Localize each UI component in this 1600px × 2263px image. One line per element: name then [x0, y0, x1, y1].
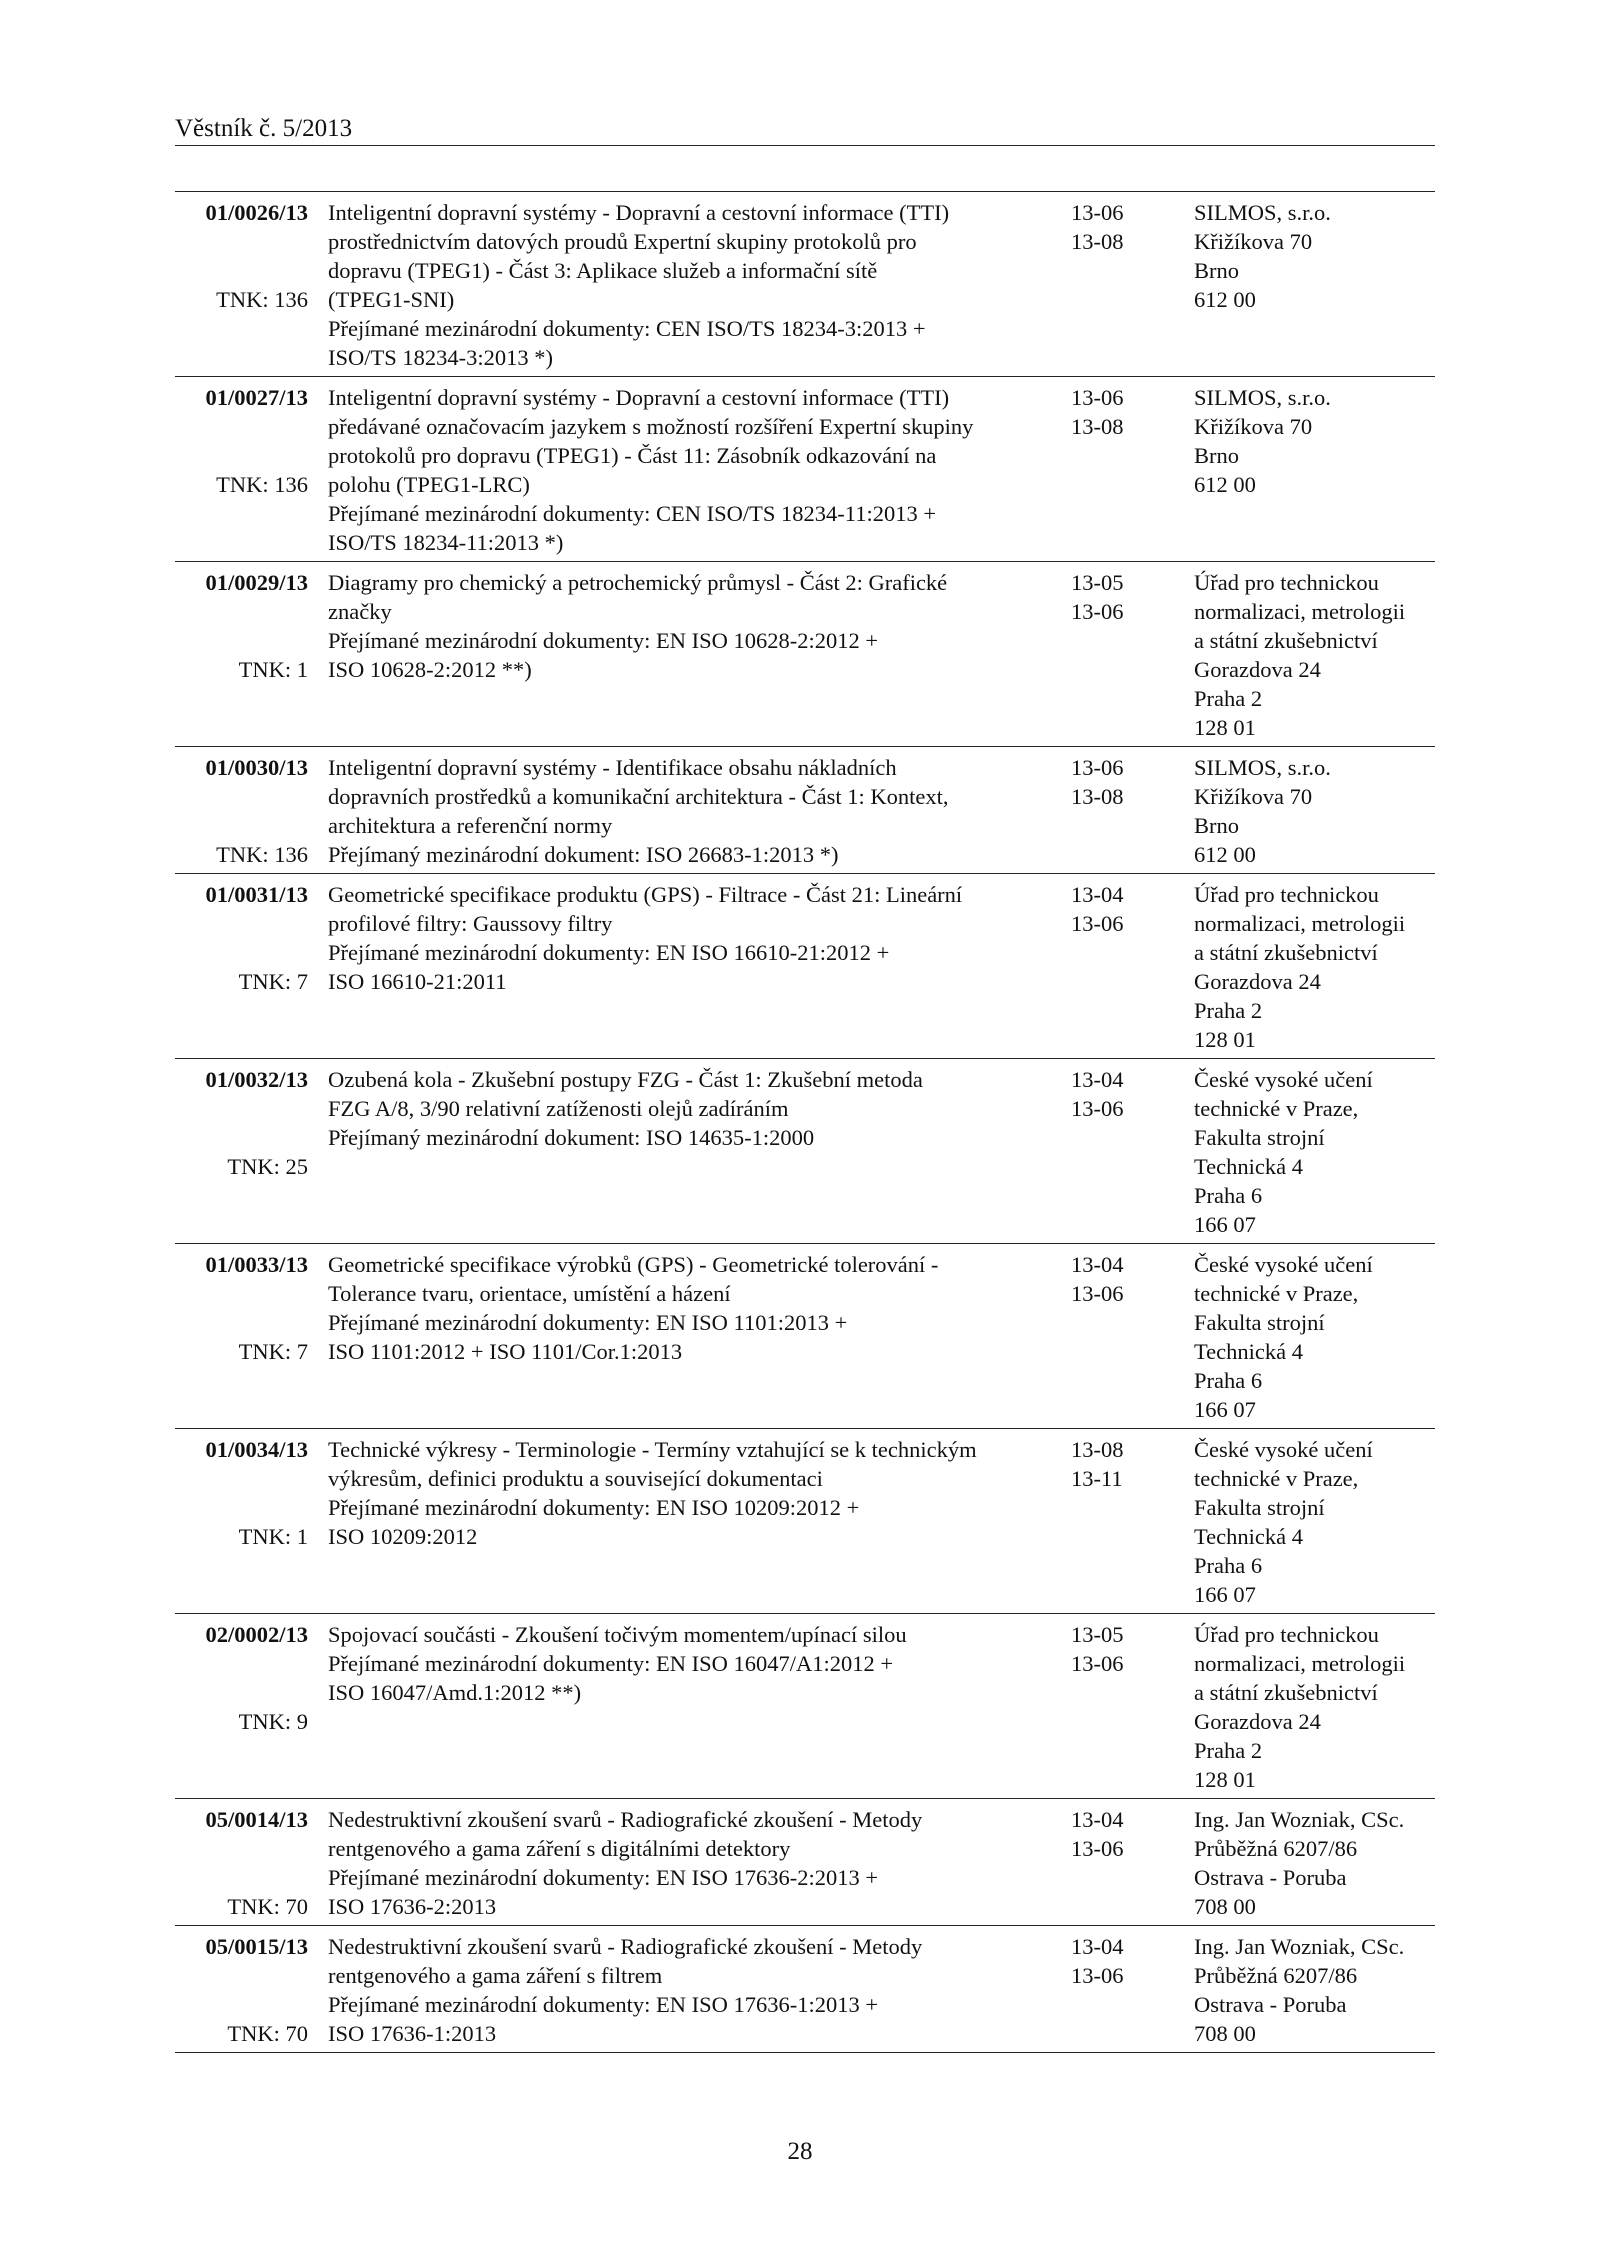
table-row	[175, 1244, 1435, 1429]
entry-title-line: ISO 16610-21:2011	[328, 969, 507, 994]
entry-date-code: 13-08	[1071, 784, 1124, 809]
entry-processor-line: technické v Praze,	[1194, 1096, 1359, 1121]
entry-processor-cell	[1194, 1799, 1435, 1926]
entry-processor-line: Praha 6	[1194, 1368, 1263, 1393]
entry-number: 02/0002/13	[205, 1622, 308, 1647]
entry-processor-line: Brno	[1194, 258, 1239, 283]
entry-number: 01/0030/13	[205, 755, 308, 780]
entry-processor-line: 612 00	[1194, 472, 1256, 497]
entry-processor-line: Úřad pro technickou	[1194, 1622, 1379, 1647]
entry-processor-line: Průběžná 6207/86	[1194, 1836, 1358, 1861]
entry-codes-cell	[1056, 1614, 1194, 1799]
entry-codes-cell	[1056, 377, 1194, 562]
entry-processor-line: České vysoké učení	[1194, 1252, 1373, 1277]
entry-processor-line: technické v Praze,	[1194, 1281, 1359, 1306]
table-row	[175, 874, 1435, 1059]
entry-title-line: Přejímané mezinárodní dokumenty: EN ISO 10628-2:2012 +	[328, 628, 879, 653]
entry-date-code: 13-05	[1071, 570, 1124, 595]
entry-title-line: ISO 10209:2012	[328, 1524, 478, 1549]
entry-processor-line: 166 07	[1194, 1582, 1256, 1607]
entry-processor-line: 128 01	[1194, 1767, 1256, 1792]
entry-processor-cell	[1194, 747, 1435, 874]
standards-table	[175, 191, 1435, 2053]
entry-title-line: ISO 1101:2012 + ISO 1101/Cor.1:2013	[328, 1339, 683, 1364]
entry-processor-line: Brno	[1194, 813, 1239, 838]
entry-id-cell	[175, 1614, 328, 1799]
entry-id-cell	[175, 377, 328, 562]
entry-date-code: 13-06	[1071, 385, 1124, 410]
entry-tnk: TNK: 136	[216, 472, 308, 497]
entry-processor-line: 708 00	[1194, 1894, 1256, 1919]
table-row	[175, 747, 1435, 874]
entry-processor-line: Praha 6	[1194, 1183, 1263, 1208]
entry-title-line: FZG A/8, 3/90 relativní zatíženosti olejů zadíráním	[328, 1096, 789, 1121]
entry-codes-cell	[1056, 192, 1194, 377]
entry-processor-line: Fakulta strojní	[1194, 1125, 1325, 1150]
entry-tnk: TNK: 7	[238, 1339, 308, 1364]
entry-title-line: Přejímané mezinárodní dokumenty: EN ISO 10209:2012 +	[328, 1495, 860, 1520]
entry-processor-line: a státní zkušebnictví	[1194, 628, 1378, 653]
entry-date-code: 13-06	[1071, 1651, 1124, 1676]
entry-processor-line: Fakulta strojní	[1194, 1495, 1325, 1520]
entry-date-code: 13-04	[1071, 1807, 1124, 1832]
entry-processor-line: technické v Praze,	[1194, 1466, 1359, 1491]
table-row	[175, 1926, 1435, 2053]
entry-title-line: prostřednictvím datových proudů Expertní skupiny protokolů pro	[328, 229, 917, 254]
entry-tnk: TNK: 136	[216, 287, 308, 312]
entry-title-line: polohu (TPEG1-LRC)	[328, 472, 530, 497]
entry-processor-line: Technická 4	[1194, 1524, 1303, 1549]
entry-processor-line: České vysoké učení	[1194, 1067, 1373, 1092]
entry-title-line: Diagramy pro chemický a petrochemický průmysl - Část 2: Grafické	[328, 570, 948, 595]
entry-title-cell	[328, 192, 1056, 377]
entry-title-line: Přejímané mezinárodní dokumenty: EN ISO 17636-1:2013 +	[328, 1992, 879, 2017]
entry-title-line: Spojovací součásti - Zkoušení točivým momentem/upínací silou	[328, 1622, 907, 1647]
entry-tnk: TNK: 1	[238, 1524, 308, 1549]
entry-processor-cell	[1194, 1244, 1435, 1429]
entry-title-line: rentgenového a gama záření s digitálními detektory	[328, 1836, 791, 1861]
entry-processor-line: Ing. Jan Wozniak, CSc.	[1194, 1934, 1405, 1959]
entry-title-line: Inteligentní dopravní systémy - Dopravní a cestovní informace (TTI)	[328, 385, 950, 410]
entry-title-line: Nedestruktivní zkoušení svarů - Radiografické zkoušení - Metody	[328, 1807, 923, 1832]
entry-number: 01/0026/13	[205, 200, 308, 225]
entry-date-code: 13-04	[1071, 1934, 1124, 1959]
entry-title-line: profilové filtry: Gaussovy filtry	[328, 911, 613, 936]
entry-codes-cell	[1056, 1429, 1194, 1614]
entry-processor-cell	[1194, 562, 1435, 747]
entry-codes-cell	[1056, 1799, 1194, 1926]
entry-title-cell	[328, 377, 1056, 562]
entry-title-cell	[328, 1429, 1056, 1614]
entry-number: 05/0014/13	[205, 1807, 308, 1832]
entry-processor-line: Úřad pro technickou	[1194, 882, 1379, 907]
entry-title-line: ISO 17636-1:2013	[328, 2021, 497, 2046]
entry-title-line: ISO 17636-2:2013	[328, 1894, 497, 1919]
entry-title-line: Nedestruktivní zkoušení svarů - Radiografické zkoušení - Metody	[328, 1934, 923, 1959]
entry-date-code: 13-04	[1071, 1067, 1124, 1092]
entry-processor-cell	[1194, 1429, 1435, 1614]
entry-processor-line: SILMOS, s.r.o.	[1194, 755, 1331, 780]
entry-processor-cell	[1194, 1614, 1435, 1799]
entry-title-line: rentgenového a gama záření s filtrem	[328, 1963, 663, 1988]
entry-title-cell	[328, 747, 1056, 874]
entry-codes-cell	[1056, 562, 1194, 747]
entry-id-cell	[175, 747, 328, 874]
entry-tnk: TNK: 70	[227, 2021, 308, 2046]
entry-processor-cell	[1194, 874, 1435, 1059]
entry-title-line: Technické výkresy - Terminologie - Termíny vztahující se k technickým	[328, 1437, 977, 1462]
entry-title-line: Tolerance tvaru, orientace, umístění a házení	[328, 1281, 731, 1306]
entry-processor-cell	[1194, 377, 1435, 562]
entry-tnk: TNK: 70	[227, 1894, 308, 1919]
entry-tnk: TNK: 25	[227, 1154, 308, 1179]
entry-codes-cell	[1056, 1244, 1194, 1429]
entry-processor-line: normalizaci, metrologii	[1194, 1651, 1406, 1676]
entry-processor-line: 166 07	[1194, 1212, 1256, 1237]
entry-title-line: Ozubená kola - Zkušební postupy FZG - Část 1: Zkušební metoda	[328, 1067, 923, 1092]
table-row	[175, 1429, 1435, 1614]
entry-id-cell	[175, 562, 328, 747]
entry-title-line: Přejímané mezinárodní dokumenty: EN ISO 16047/A1:2012 +	[328, 1651, 894, 1676]
entry-processor-line: Praha 6	[1194, 1553, 1263, 1578]
entry-processor-line: a státní zkušebnictví	[1194, 1680, 1378, 1705]
entry-date-code: 13-04	[1071, 1252, 1124, 1277]
entry-title-line: Přejímané mezinárodní dokumenty: EN ISO 16610-21:2012 +	[328, 940, 890, 965]
entry-processor-line: Technická 4	[1194, 1154, 1303, 1179]
entry-title-cell	[328, 1799, 1056, 1926]
entry-processor-line: 128 01	[1194, 715, 1256, 740]
entry-date-code: 13-08	[1071, 414, 1124, 439]
entry-processor-cell	[1194, 1059, 1435, 1244]
entry-title-line: Inteligentní dopravní systémy - Identifikace obsahu nákladních	[328, 755, 897, 780]
entry-id-cell	[175, 874, 328, 1059]
table-row	[175, 377, 1435, 562]
table-row	[175, 562, 1435, 747]
entry-processor-line: Gorazdova 24	[1194, 969, 1321, 994]
entry-processor-line: Praha 2	[1194, 1738, 1263, 1763]
entry-date-code: 13-06	[1071, 1963, 1124, 1988]
entry-id-cell	[175, 1244, 328, 1429]
entry-title-cell	[328, 1244, 1056, 1429]
entry-processor-line: Gorazdova 24	[1194, 1709, 1321, 1734]
entry-title-line: Geometrické specifikace produktu (GPS) - Filtrace - Část 21: Lineární	[328, 882, 963, 907]
entry-title-cell	[328, 874, 1056, 1059]
entry-number: 05/0015/13	[205, 1934, 308, 1959]
entry-processor-line: Ing. Jan Wozniak, CSc.	[1194, 1807, 1405, 1832]
entry-id-cell	[175, 192, 328, 377]
entry-tnk: TNK: 136	[216, 842, 308, 867]
table-row	[175, 1059, 1435, 1244]
entry-number: 01/0029/13	[205, 570, 308, 595]
entry-processor-line: 612 00	[1194, 287, 1256, 312]
entry-processor-line: a státní zkušebnictví	[1194, 940, 1378, 965]
entry-title-line: Geometrické specifikace výrobků (GPS) - Geometrické tolerování -	[328, 1252, 939, 1277]
journal-title: Věstník č. 5/2013	[175, 115, 353, 142]
entry-processor-line: České vysoké učení	[1194, 1437, 1373, 1462]
table-row	[175, 192, 1435, 377]
entry-processor-line: 708 00	[1194, 2021, 1256, 2046]
entry-title-line: Přejímaný mezinárodní dokument: ISO 14635-1:2000	[328, 1125, 815, 1150]
entry-processor-line: Ostrava - Poruba	[1194, 1992, 1347, 2017]
entry-title-line: Přejímané mezinárodní dokumenty: CEN ISO/TS 18234-11:2013 +	[328, 501, 937, 526]
entry-title-cell	[328, 1926, 1056, 2053]
entry-number: 01/0032/13	[205, 1067, 308, 1092]
entry-title-line: ISO 10628-2:2012 **)	[328, 657, 532, 682]
entry-processor-line: Ostrava - Poruba	[1194, 1865, 1347, 1890]
table-row	[175, 1799, 1435, 1926]
entry-processor-line: 128 01	[1194, 1027, 1256, 1052]
entry-id-cell	[175, 1926, 328, 2053]
entry-title-line: Přejímané mezinárodní dokumenty: CEN ISO/TS 18234-3:2013 +	[328, 316, 926, 341]
entry-processor-line: 612 00	[1194, 842, 1256, 867]
entry-title-line: dopravních prostředků a komunikační architektura - Část 1: Kontext,	[328, 784, 949, 809]
entry-date-code: 13-06	[1071, 200, 1124, 225]
entry-title-line: protokolů pro dopravu (TPEG1) - Část 11: Zásobník odkazování na	[328, 443, 937, 468]
entry-date-code: 13-06	[1071, 1836, 1124, 1861]
entry-processor-line: Praha 2	[1194, 998, 1263, 1023]
entry-processor-line: Průběžná 6207/86	[1194, 1963, 1358, 1988]
entry-title-line: ISO/TS 18234-3:2013 *)	[328, 345, 553, 370]
page-number: 28	[787, 2138, 813, 2165]
entry-tnk: TNK: 7	[238, 969, 308, 994]
entry-date-code: 13-08	[1071, 1437, 1124, 1462]
entry-date-code: 13-06	[1071, 911, 1124, 936]
entry-date-code: 13-06	[1071, 1281, 1124, 1306]
entry-id-cell	[175, 1429, 328, 1614]
entry-date-code: 13-04	[1071, 882, 1124, 907]
entry-title-cell	[328, 1059, 1056, 1244]
entry-number: 01/0033/13	[205, 1252, 308, 1277]
entry-id-cell	[175, 1059, 328, 1244]
entry-processor-line: normalizaci, metrologii	[1194, 599, 1406, 624]
entry-number: 01/0034/13	[205, 1437, 308, 1462]
entry-title-line: (TPEG1-SNI)	[328, 287, 455, 312]
entry-title-line: dopravu (TPEG1) - Část 3: Aplikace služeb a informační sítě	[328, 258, 878, 283]
entry-processor-line: 166 07	[1194, 1397, 1256, 1422]
entry-codes-cell	[1056, 874, 1194, 1059]
entry-processor-line: Technická 4	[1194, 1339, 1303, 1364]
entry-date-code: 13-05	[1071, 1622, 1124, 1647]
entry-title-line: značky	[328, 599, 392, 624]
entry-processor-line: Křižíkova 70	[1194, 414, 1313, 439]
entry-title-line: Přejímaný mezinárodní dokument: ISO 26683-1:2013 *)	[328, 842, 839, 867]
entry-processor-line: SILMOS, s.r.o.	[1194, 385, 1331, 410]
entry-date-code: 13-11	[1071, 1466, 1123, 1491]
entry-title-line: Přejímané mezinárodní dokumenty: EN ISO 17636-2:2013 +	[328, 1865, 879, 1890]
entry-title-line: Inteligentní dopravní systémy - Dopravní a cestovní informace (TTI)	[328, 200, 950, 225]
entry-tnk: TNK: 1	[238, 657, 308, 682]
entry-number: 01/0031/13	[205, 882, 308, 907]
entry-processor-line: Křižíkova 70	[1194, 229, 1313, 254]
entry-processor-cell	[1194, 1926, 1435, 2053]
entry-tnk: TNK: 9	[238, 1709, 308, 1734]
entry-processor-line: Fakulta strojní	[1194, 1310, 1325, 1335]
table-row	[175, 1614, 1435, 1799]
page-header	[175, 113, 1435, 146]
entry-title-line: předávané označovacím jazykem s možností rozšíření Expertní skupiny	[328, 414, 974, 439]
entry-date-code: 13-06	[1071, 599, 1124, 624]
entry-processor-cell	[1194, 192, 1435, 377]
entry-processor-line: SILMOS, s.r.o.	[1194, 200, 1331, 225]
entry-title-line: ISO/TS 18234-11:2013 *)	[328, 530, 564, 555]
entry-date-code: 13-08	[1071, 229, 1124, 254]
entry-title-line: ISO 16047/Amd.1:2012 **)	[328, 1680, 582, 1705]
entry-number: 01/0027/13	[205, 385, 308, 410]
entry-codes-cell	[1056, 1926, 1194, 2053]
entry-codes-cell	[1056, 747, 1194, 874]
entry-processor-line: normalizaci, metrologii	[1194, 911, 1406, 936]
entry-title-line: výkresům, definici produktu a související dokumentaci	[328, 1466, 823, 1491]
entry-processor-line: Brno	[1194, 443, 1239, 468]
entry-title-line: architektura a referenční normy	[328, 813, 613, 838]
entry-title-line: Přejímané mezinárodní dokumenty: EN ISO 1101:2013 +	[328, 1310, 848, 1335]
entry-codes-cell	[1056, 1059, 1194, 1244]
entry-processor-line: Gorazdova 24	[1194, 657, 1321, 682]
standards-table-body	[175, 192, 1435, 2053]
entry-processor-line: Úřad pro technickou	[1194, 570, 1379, 595]
entry-date-code: 13-06	[1071, 755, 1124, 780]
entry-processor-line: Křižíkova 70	[1194, 784, 1313, 809]
entry-title-cell	[328, 1614, 1056, 1799]
entry-processor-line: Praha 2	[1194, 686, 1263, 711]
entry-id-cell	[175, 1799, 328, 1926]
entry-date-code: 13-06	[1071, 1096, 1124, 1121]
entry-title-cell	[328, 562, 1056, 747]
